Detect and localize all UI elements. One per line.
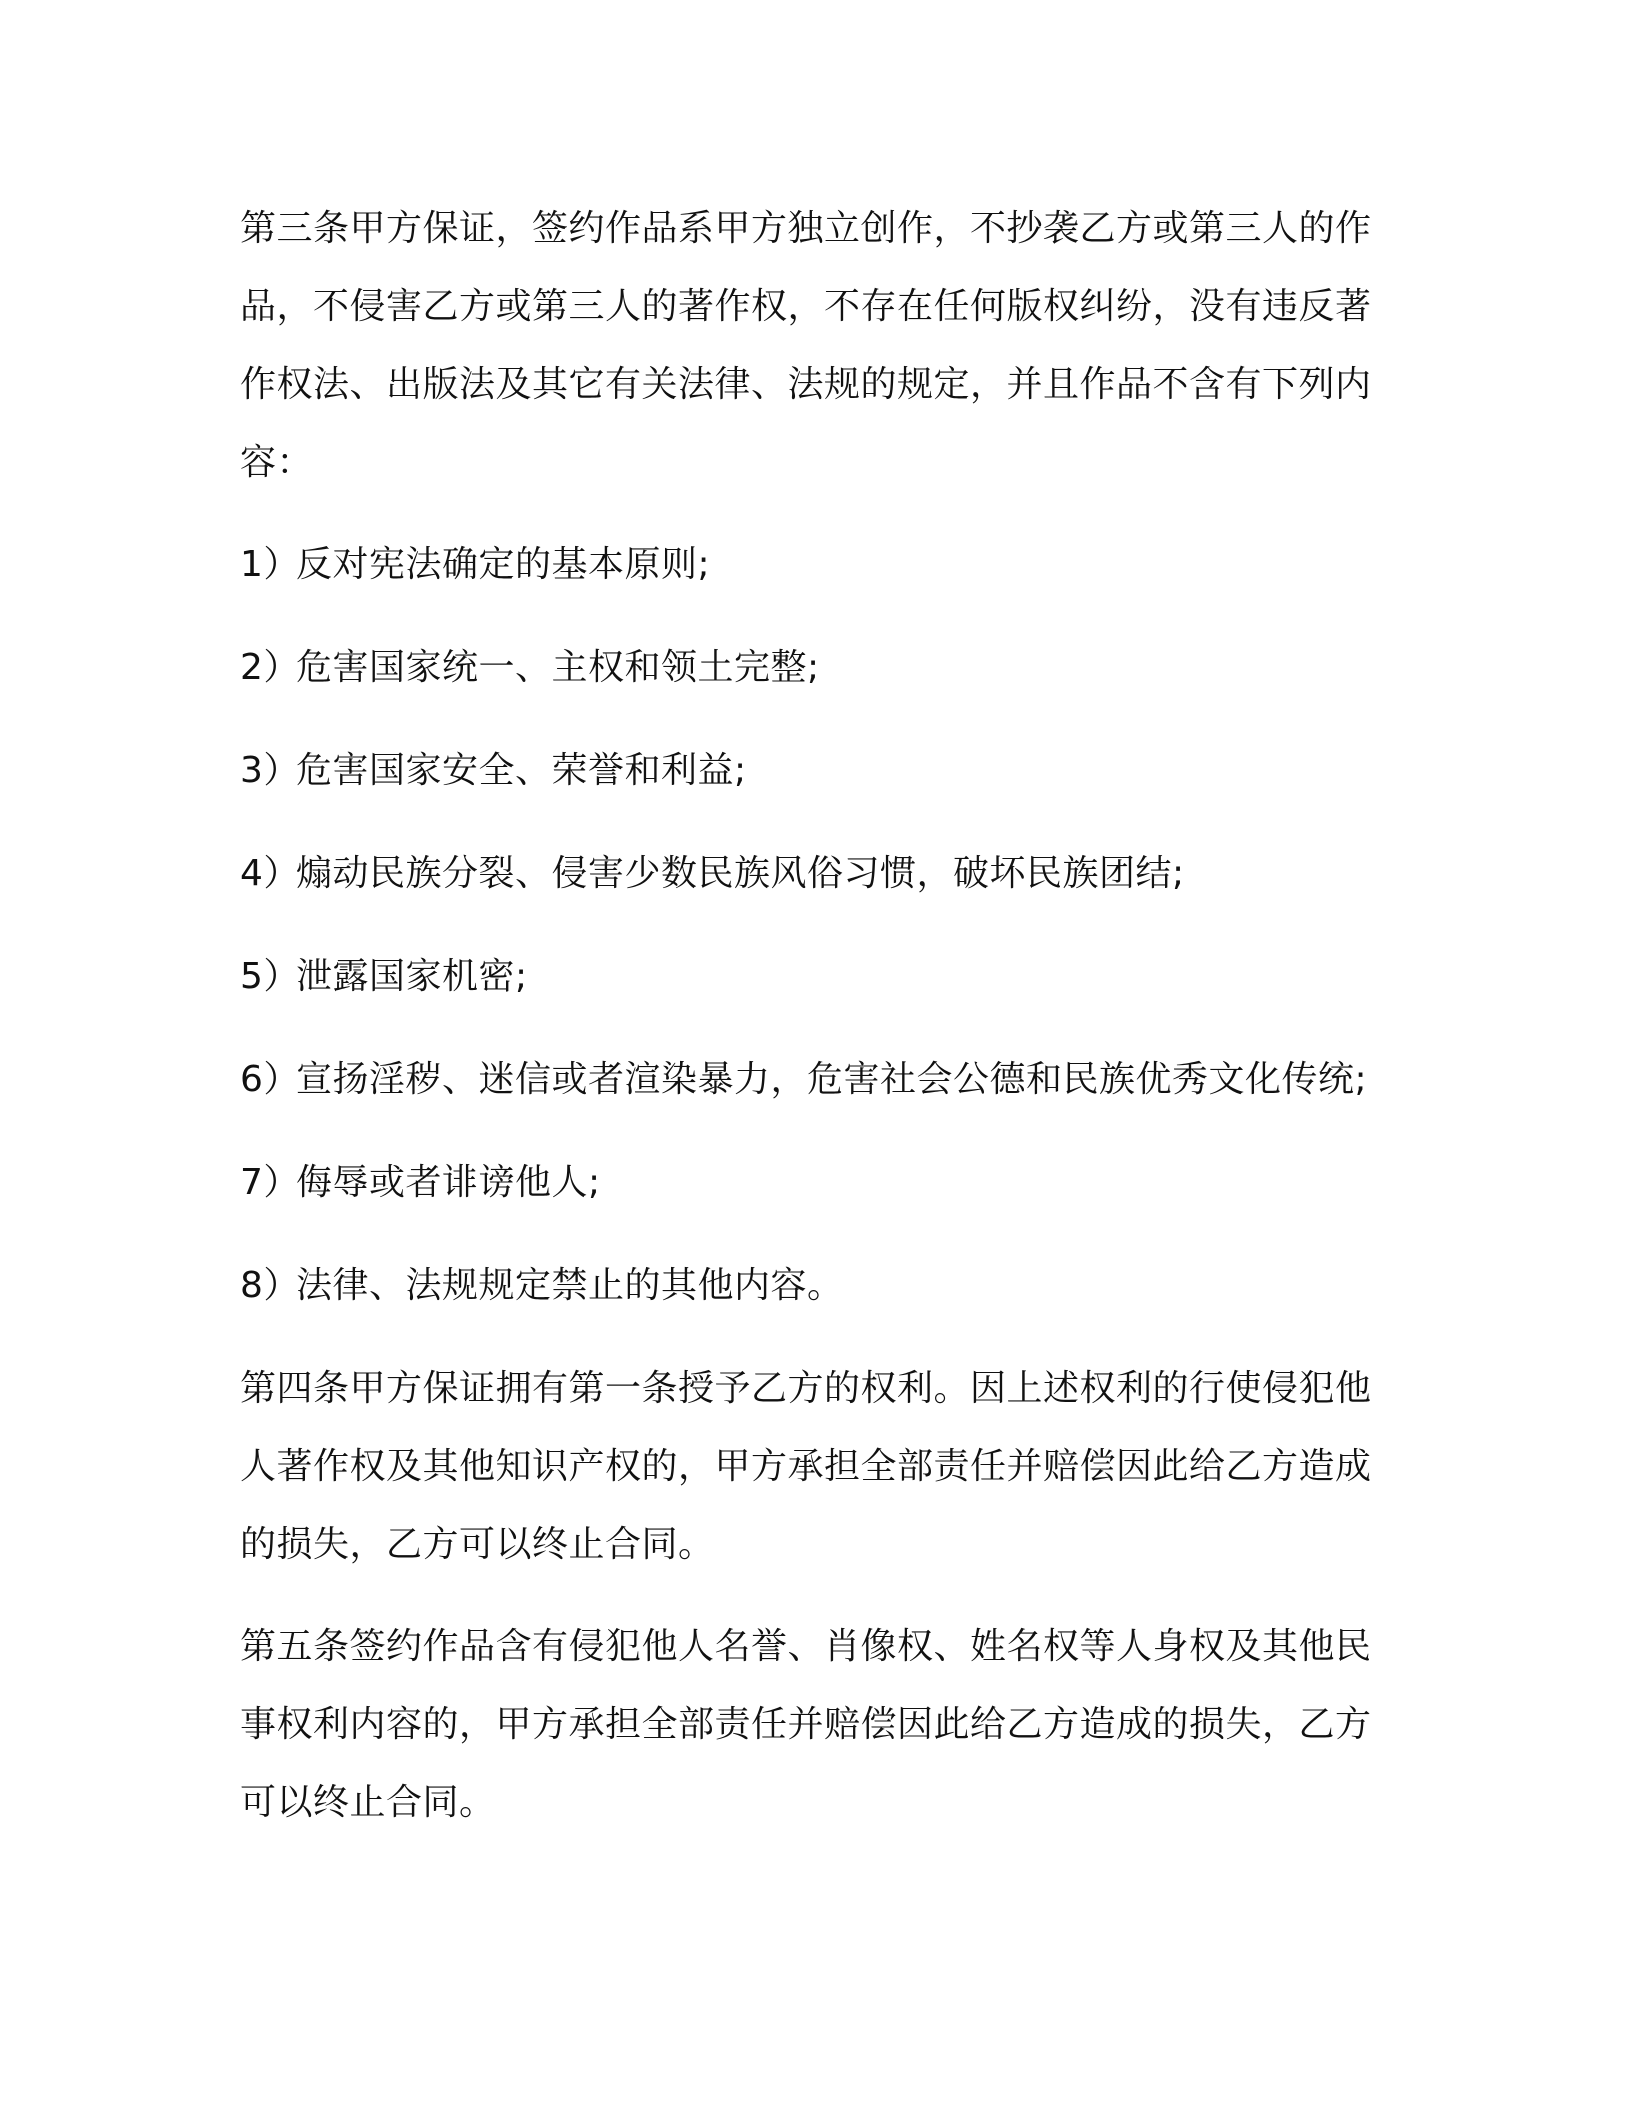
list-item-text: 法律、法规规定禁止的其他内容。 (296, 1265, 844, 1306)
document-body (240, 190, 1400, 1866)
list-item-text: 宣扬淫秽、迷信或者渲染暴力，危害社会公德和民族优秀文化传统; (296, 1059, 1368, 1100)
list-item (240, 732, 1400, 810)
list-item-number: 4） (240, 853, 300, 894)
list-item (240, 1041, 1400, 1119)
list-item-number: 3） (240, 750, 300, 791)
list-item-text: 危害国家统一、主权和领土完整; (296, 647, 820, 688)
list-item (240, 835, 1400, 913)
list-item-text: 泄露国家机密; (296, 956, 528, 997)
list-item-number: 7） (240, 1162, 300, 1203)
article-3-intro: 第三条甲方保证，签约作品系甲方独立创作，不抄袭乙方或第三人的作品，不侵害乙方或第三人的著作权，不存在任何版权纠纷，没有违反著作权法、出版法及其它有关法律、法规的规定，并且作品不含有下列内容： (240, 208, 1372, 483)
list-item-text: 反对宪法确定的基本原则; (296, 544, 711, 585)
article-5: 第五条签约作品含有侵犯他人名誉、肖像权、姓名权等人身权及其他民事权利内容的，甲方承担全部责任并赔偿因此给乙方造成的损失，乙方可以终止合同。 (240, 1626, 1372, 1823)
list-item (240, 938, 1400, 1016)
list-item-number: 5） (240, 956, 300, 997)
list-item-text: 侮辱或者诽谤他人; (296, 1162, 601, 1203)
list-item-text: 危害国家安全、荣誉和利益; (296, 750, 747, 791)
list-item-number: 6） (240, 1059, 300, 1100)
list-item-text: 煽动民族分裂、侵害少数民族风俗习惯，破坏民族团结; (296, 853, 1185, 894)
list-item (240, 1247, 1400, 1325)
list-item (240, 526, 1400, 604)
article-4: 第四条甲方保证拥有第一条授予乙方的权利。因上述权利的行使侵犯他人著作权及其他知识产权的，甲方承担全部责任并赔偿因此给乙方造成的损失，乙方可以终止合同。 (240, 1368, 1372, 1565)
list-item (240, 1144, 1400, 1222)
list-item-number: 2） (240, 647, 300, 688)
list-item-number: 1） (240, 544, 300, 585)
list-item (240, 629, 1400, 707)
list-item-number: 8） (240, 1265, 300, 1306)
